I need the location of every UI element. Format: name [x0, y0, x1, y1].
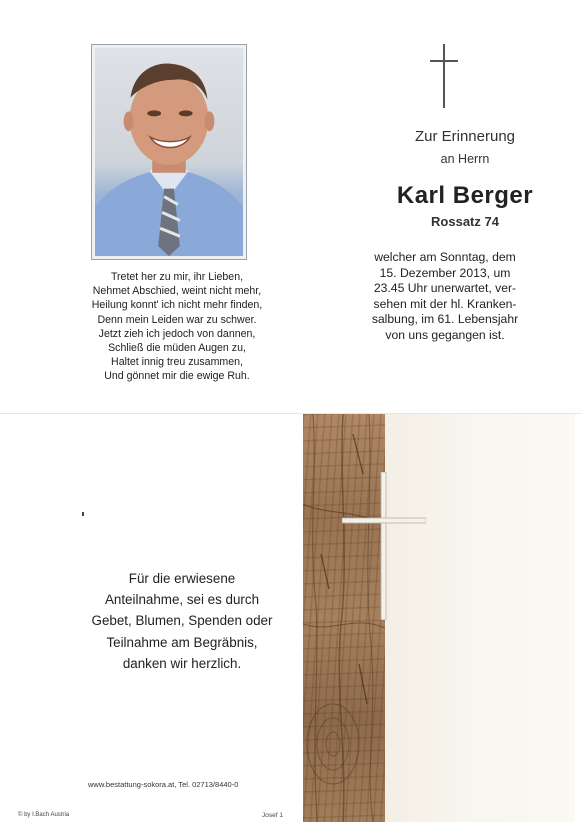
- death-notice-line: salbung, im 61. Lebensjahr: [371, 312, 519, 327]
- death-notice-line: welcher am Sonntag, dem: [374, 250, 516, 264]
- cross-icon: [342, 472, 426, 620]
- death-notice-line: sehen mit der hl. Kranken-: [373, 296, 517, 311]
- death-notice-line: 23.45 Uhr unerwartet, ver-: [373, 281, 517, 296]
- deceased-name: Karl Berger: [396, 182, 534, 209]
- thanks-line: danken wir herzlich.: [122, 655, 242, 671]
- memory-heading: Zur Erinnerung: [414, 128, 516, 145]
- print-mark: [82, 512, 84, 516]
- card-code: Josef 1: [262, 812, 283, 819]
- poem-line: Heilung konnt' ich nicht mehr finden,: [91, 299, 263, 312]
- thanks-line: Anteilnahme, sei es durch: [104, 592, 260, 608]
- portrait-frame: [91, 44, 247, 260]
- poem-line: Und gönnet mir die ewige Ruh.: [104, 370, 250, 383]
- poem: [72, 270, 282, 384]
- thanks-line: Für die erwiesene: [128, 571, 236, 586]
- death-notice-line: 15. Dezember 2013, um: [379, 265, 511, 280]
- copyright-note: © by I.Bach Austria: [18, 812, 70, 818]
- poem-line: Schließ die müden Augen zu,: [108, 342, 246, 355]
- cross-icon: [428, 44, 460, 108]
- poem-line: Nehmet Abschied, weint nicht mehr,: [92, 285, 262, 298]
- portrait-photo: [95, 48, 243, 256]
- deceased-address: Rossatz 74: [431, 214, 499, 229]
- portrait-illustration: [95, 48, 243, 256]
- thanks-message: [72, 568, 292, 674]
- death-notice: [345, 250, 545, 344]
- thanks-line: Gebet, Blumen, Spenden oder: [91, 613, 273, 629]
- thanks-line: Teilnahme am Begräbnis,: [106, 634, 258, 650]
- honorific: an Herrn: [440, 152, 490, 166]
- death-notice-line: von uns gegangen ist.: [385, 327, 505, 342]
- front-card: [0, 0, 582, 412]
- poem-line: Haltet innig treu zusammen,: [111, 356, 243, 369]
- poem-line: Denn mein Leiden war zu schwer.: [97, 313, 257, 326]
- poem-line: Jetzt zieh ich jedoch von dannen,: [98, 327, 256, 340]
- poem-line: Tretet her zu mir, ihr Lieben,: [110, 271, 244, 283]
- funeral-home-contact: www.bestattung-sokora.at, Tel. 02713/8440-0: [88, 780, 239, 789]
